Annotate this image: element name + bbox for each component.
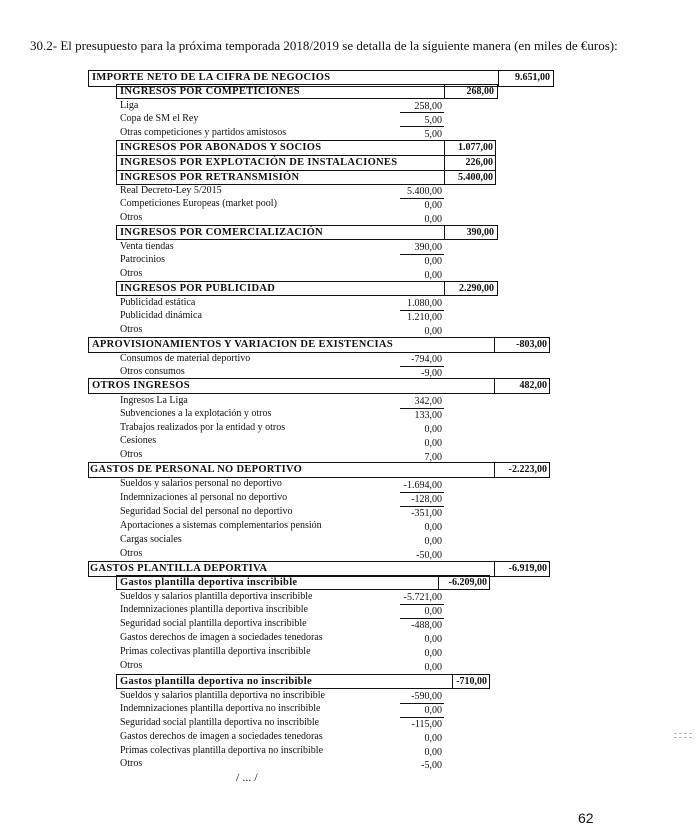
- value-underline: [400, 126, 444, 127]
- row-label: Indemnizaciones al personal no deportivo: [120, 492, 288, 503]
- value-underline: [400, 703, 444, 704]
- row-label: INGRESOS POR PUBLICIDAD: [120, 283, 276, 294]
- row-label: Indemnizaciones plantilla deportiva no inscribible: [120, 703, 321, 714]
- row-value: 0,00: [424, 747, 442, 758]
- row-label: Patrocinios: [120, 254, 165, 265]
- row-value: 0,00: [424, 733, 442, 744]
- row-label: Primas colectivas plantilla deportiva no inscribible: [120, 745, 324, 756]
- divider: [116, 155, 496, 156]
- row-label: Otros: [120, 212, 143, 223]
- row-value: 0,00: [424, 662, 442, 673]
- row-label: Venta tiendas: [120, 241, 174, 252]
- row-label: Gastos plantilla deportiva inscribible: [120, 577, 298, 588]
- row-value: -803,00: [516, 339, 547, 350]
- page-number: 62: [578, 810, 594, 826]
- row-value: -5.721,00: [403, 592, 442, 603]
- row-value: 5.400,00: [458, 172, 493, 183]
- divider: [116, 170, 496, 171]
- row-value: 0,00: [424, 648, 442, 659]
- row-value: -9,00: [421, 368, 442, 379]
- value-underline: [400, 254, 444, 255]
- row-label: INGRESOS POR RETRANSMISIÓN: [120, 172, 300, 183]
- row-label: Seguridad social plantilla deportiva inscribible: [120, 618, 307, 629]
- row-label: GASTOS DE PERSONAL NO DEPORTIVO: [90, 464, 303, 475]
- row-value: -50,00: [416, 550, 442, 561]
- row-value: 0,00: [424, 214, 442, 225]
- row-value: -2.223,00: [508, 464, 547, 475]
- row-label: Sueldos y salarios personal no deportivo: [120, 478, 282, 489]
- row-label: Aportaciones a sistemas complementarios pensión: [120, 520, 322, 531]
- row-value: 268,00: [466, 86, 494, 97]
- row-value: 1.210,00: [407, 312, 442, 323]
- row-value: 226,00: [465, 157, 493, 168]
- row-value: 0,00: [424, 424, 442, 435]
- row-value: 0,00: [424, 270, 442, 281]
- row-value: -128,00: [411, 494, 442, 505]
- row-label: Gastos plantilla deportiva no inscribible: [120, 676, 312, 687]
- row-value: 0,00: [424, 256, 442, 267]
- row-value: 133,00: [414, 410, 442, 421]
- row-value: 2.290,00: [459, 283, 494, 294]
- row-label: Otros: [120, 449, 143, 460]
- row-label: Otros: [120, 324, 143, 335]
- row-label: Otros consumos: [120, 366, 185, 377]
- row-value: 5.400,00: [407, 186, 442, 197]
- row-label: INGRESOS POR EXPLOTACIÓN DE INSTALACIONES: [120, 157, 398, 168]
- row-value: 0,00: [424, 606, 442, 617]
- value-underline: [400, 112, 444, 113]
- edge-mark: [674, 737, 692, 738]
- row-value: 1.077,00: [458, 142, 493, 153]
- row-value: 1.080,00: [407, 298, 442, 309]
- row-value: -115,00: [411, 719, 442, 730]
- row-value: 0,00: [424, 326, 442, 337]
- value-underline: [400, 366, 444, 367]
- row-label: Otros: [120, 758, 143, 769]
- row-label: Gastos derechos de imagen a sociedades tenedoras: [120, 731, 323, 742]
- row-label: Sueldos y salarios plantilla deportiva no inscribible: [120, 690, 325, 701]
- row-label: OTROS INGRESOS: [92, 380, 190, 391]
- row-value: -710,00: [456, 676, 487, 687]
- row-value: -6.919,00: [508, 563, 547, 574]
- row-value: -1.694,00: [403, 480, 442, 491]
- value-underline: [400, 310, 444, 311]
- value-underline: [400, 198, 444, 199]
- row-label: Real Decreto-Ley 5/2015: [120, 185, 222, 196]
- row-value: -488,00: [411, 620, 442, 631]
- row-value: -590,00: [411, 691, 442, 702]
- row-label: Cargas sociales: [120, 534, 182, 545]
- row-value: 7,00: [424, 452, 442, 463]
- row-value: -6.209,00: [448, 577, 487, 588]
- row-label: Gastos derechos de imagen a sociedades tenedoras: [120, 632, 323, 643]
- row-label: INGRESOS POR COMPETICIONES: [120, 86, 300, 97]
- row-value: 5,00: [424, 129, 442, 140]
- row-label: Liga: [120, 100, 139, 111]
- value-underline: [400, 506, 444, 507]
- row-value: -5,00: [421, 760, 442, 771]
- value-underline: [400, 618, 444, 619]
- row-value: 0,00: [424, 705, 442, 716]
- row-label: Ingresos La Liga: [120, 395, 188, 406]
- value-underline: [400, 717, 444, 718]
- row-label: Seguridad Social del personal no deportivo: [120, 506, 293, 517]
- row-label: Indemnizaciones plantilla deportiva inscribible: [120, 604, 308, 615]
- value-underline: [400, 408, 444, 409]
- row-value: 482,00: [519, 380, 547, 391]
- row-value: 0,00: [424, 536, 442, 547]
- row-label: Seguridad social plantilla deportiva no inscribible: [120, 717, 320, 728]
- row-value: 0,00: [424, 200, 442, 211]
- row-value: 5,00: [424, 115, 442, 126]
- row-label: APROVISIONAMIENTOS Y VARIACION DE EXISTENCIAS: [92, 339, 393, 350]
- row-value: 9.651,00: [515, 72, 550, 83]
- continuation-mark: / ... /: [236, 770, 258, 784]
- row-value: 258,00: [414, 101, 442, 112]
- row-label: IMPORTE NETO DE LA CIFRA DE NEGOCIOS: [92, 72, 331, 83]
- row-value: 0,00: [424, 634, 442, 645]
- row-value: 390,00: [466, 227, 494, 238]
- row-label: Otros: [120, 548, 143, 559]
- edge-mark: [674, 733, 692, 734]
- row-label: Sueldos y salarios plantilla deportiva inscribible: [120, 591, 313, 602]
- row-label: Consumos de material deportivo: [120, 353, 251, 364]
- row-label: Publicidad dinámica: [120, 310, 202, 321]
- row-label: Copa de SM el Rey: [120, 113, 199, 124]
- row-value: 390,00: [414, 242, 442, 253]
- section-title: 30.2- El presupuesto para la próxima temporada 2018/2019 se detalla de la siguiente manera (en miles de €uros):: [30, 38, 618, 53]
- row-value: 0,00: [424, 522, 442, 533]
- row-label: Subvenciones a la explotación y otros: [120, 408, 272, 419]
- row-label: Competiciones Europeas (market pool): [120, 198, 277, 209]
- row-label: Otros: [120, 660, 143, 671]
- value-underline: [400, 492, 444, 493]
- row-label: Trabajos realizados por la entidad y otros: [120, 422, 286, 433]
- row-value: -794,00: [411, 354, 442, 365]
- row-label: Cesiones: [120, 435, 157, 446]
- row-label: Otras competiciones y partidos amistosos: [120, 127, 287, 138]
- row-value: -351,00: [411, 508, 442, 519]
- row-value: 0,00: [424, 438, 442, 449]
- row-label: INGRESOS POR COMERCIALIZACIÓN: [120, 227, 323, 238]
- row-label: Otros: [120, 268, 143, 279]
- row-label: Publicidad estática: [120, 297, 196, 308]
- row-label: Primas colectivas plantilla deportiva inscribible: [120, 646, 311, 657]
- row-value: 342,00: [414, 396, 442, 407]
- value-underline: [400, 604, 444, 605]
- row-label: INGRESOS POR ABONADOS Y SOCIOS: [120, 142, 322, 153]
- row-label: GASTOS PLANTILLA DEPORTIVA: [90, 563, 268, 574]
